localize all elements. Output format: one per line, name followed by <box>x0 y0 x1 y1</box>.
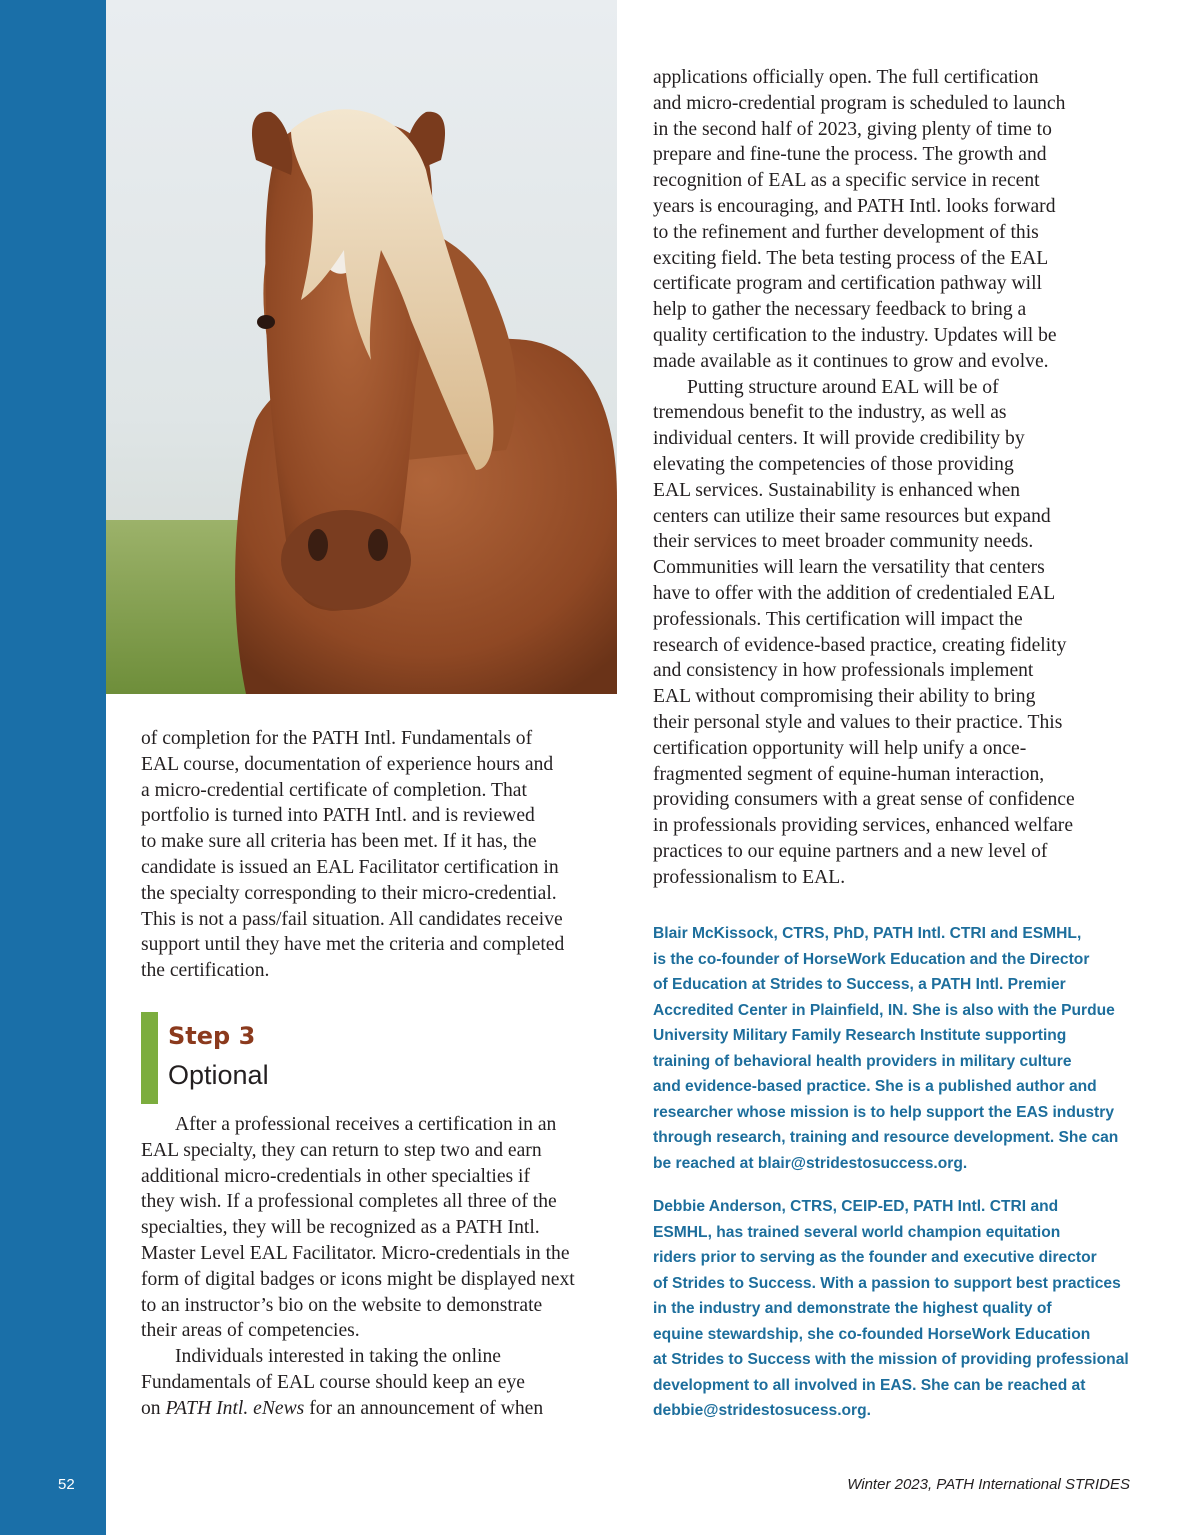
text-line: EAL course, documentation of experience hours and <box>141 753 554 775</box>
text-line: This is not a pass/fail situation. All candidates receive <box>141 908 563 930</box>
text-line: in professionals providing services, enhanced welfare <box>653 815 1074 837</box>
bio-line: is the co-founder of HorseWork Education and the Director <box>653 950 1090 968</box>
left-column-bottom <box>141 1112 621 1422</box>
bio-line: equine stewardship, she co-founded HorseWork Education <box>653 1325 1091 1343</box>
text-line: research of evidence-based practice, creating fidelity <box>653 634 1067 656</box>
text-line: Putting structure around EAL will be of <box>687 376 999 398</box>
author-bio-mckissock <box>653 921 1143 1176</box>
text-line: elevating the competencies of those providing <box>653 453 1014 475</box>
text-line: After a professional receives a certification in an <box>175 1114 557 1135</box>
text-line: the specialty corresponding to their micro-credential. <box>141 882 557 904</box>
bio-line: Debbie Anderson, CTRS, CEIP-ED, PATH Intl. CTRI and <box>653 1198 1059 1215</box>
text-line: EAL specialty, they can return to step two and earn <box>141 1139 542 1161</box>
text-line-suffix: for an announcement of when <box>304 1397 544 1419</box>
text-line: individual centers. It will provide credibility by <box>653 428 1025 450</box>
right-paragraph-structure <box>653 375 1133 891</box>
step3-paragraph <box>141 1112 621 1344</box>
text-line: their services to meet broader community needs. <box>653 531 1034 553</box>
step-subtitle: Optional <box>168 1060 269 1090</box>
text-line: providing consumers with a great sense of confidence <box>653 789 1075 811</box>
text-line: their areas of competencies. <box>141 1320 360 1342</box>
right-paragraph-continued <box>653 65 1133 375</box>
text-line: and micro-credential program is scheduled to launch <box>653 92 1066 114</box>
horse-illustration <box>106 0 617 694</box>
bio-line: ESMHL, has trained several world champion equitation <box>653 1223 1061 1241</box>
text-line: EAL without compromising their ability to bring <box>653 686 1036 708</box>
text-line: EAL services. Sustainability is enhanced when <box>653 479 1021 501</box>
page-number: 52 <box>58 1476 75 1493</box>
bio-line: Blair McKissock, CTRS, PhD, PATH Intl. CTRI and ESMHL, <box>653 925 1082 942</box>
text-line: in the second half of 2023, giving plenty of time to <box>653 118 1052 140</box>
text-line: form of digital badges or icons might be displayed next <box>141 1268 575 1290</box>
page-side-bar <box>0 0 106 1535</box>
bio-line: training of behavioral health providers in military culture <box>653 1052 1072 1070</box>
text-line: practices to our equine partners and a new level of <box>653 840 1048 862</box>
bio-line: riders prior to serving as the founder and executive director <box>653 1249 1097 1266</box>
text-line: Communities will learn the versatility that centers <box>653 557 1045 579</box>
horse-photo <box>106 0 617 694</box>
enews-title: PATH Intl. eNews <box>165 1397 305 1419</box>
right-column <box>653 65 1133 891</box>
text-line: tremendous benefit to the industry, as well as <box>653 402 1007 424</box>
text-line: Fundamentals of EAL course should keep an eye <box>141 1371 525 1393</box>
text-line: to the refinement and further development of this <box>653 221 1039 243</box>
text-line: their personal style and values to their practice. This <box>653 711 1063 733</box>
text-line: the certification. <box>141 960 270 982</box>
text-line: prepare and fine-tune the process. The growth and <box>653 144 1047 166</box>
text-line: specialties, they will be recognized as a PATH Intl. <box>141 1217 540 1239</box>
bio-line: development to all involved in EAS. She can be reached at <box>653 1376 1086 1394</box>
bio-line: of Strides to Success. With a passion to support best practices <box>653 1274 1121 1292</box>
text-line: certification opportunity will help unify a once- <box>653 737 1027 759</box>
text-line: candidate is issued an EAL Facilitator certification in <box>141 856 559 878</box>
text-line: they wish. If a professional completes all three of the <box>141 1191 557 1213</box>
text-line: professionalism to EAL. <box>653 866 846 888</box>
left-column-top <box>141 726 621 984</box>
step-3-heading <box>141 1012 441 1104</box>
page-footer: Winter 2023, PATH International STRIDES <box>847 1476 1130 1493</box>
text-line: of completion for the PATH Intl. Fundamentals of <box>141 728 533 749</box>
text-line: made available as it continues to grow and evolve. <box>653 350 1049 372</box>
bio-line: Accredited Center in Plainfield, IN. She is also with the Purdue <box>653 1001 1115 1019</box>
text-line: years is encouraging, and PATH Intl. looks forward <box>653 195 1056 217</box>
bio-line: debbie@stridestosucess.org. <box>653 1402 871 1419</box>
text-line: support until they have met the criteria and completed <box>141 934 565 956</box>
text-line-prefix: on <box>141 1397 166 1419</box>
bio-line: at Strides to Success with the mission of providing professional <box>653 1351 1129 1368</box>
text-line: additional micro-credentials in other specialties if <box>141 1165 531 1187</box>
text-line: have to offer with the addition of credentialed EAL <box>653 582 1056 604</box>
text-line: certificate program and certification pathway will <box>653 273 1042 295</box>
bio-line: and evidence-based practice. She is a published author and <box>653 1078 1097 1095</box>
text-line: to an instructor’s bio on the website to demonstrate <box>141 1294 543 1316</box>
text-line: centers can utilize their same resources but expand <box>653 505 1051 527</box>
text-line: recognition of EAL as a specific service in recent <box>653 170 1040 192</box>
step-accent-bar <box>141 1012 158 1104</box>
step-title: Step 3 <box>168 1022 256 1050</box>
text-line: exciting field. The beta testing process of the EAL <box>653 247 1049 269</box>
text-line: Individuals interested in taking the online <box>175 1346 501 1368</box>
text-line: a micro-credential certificate of completion. That <box>141 779 527 801</box>
left-paragraph-continued <box>141 726 621 984</box>
enews-paragraph <box>141 1344 621 1421</box>
text-line: quality certification to the industry. Updates will be <box>653 324 1057 346</box>
bio-line: University Military Family Research Institute supporting <box>653 1027 1067 1044</box>
bio-line: be reached at blair@stridestosuccess.org. <box>653 1154 968 1172</box>
text-line: applications officially open. The full certification <box>653 67 1039 88</box>
text-line: and consistency in how professionals implement <box>653 660 1034 682</box>
bio-line: in the industry and demonstrate the highest quality of <box>653 1300 1052 1317</box>
bio-line: researcher whose mission is to help support the EAS industry <box>653 1103 1114 1121</box>
text-line: portfolio is turned into PATH Intl. and is reviewed <box>141 805 535 827</box>
bio-line: of Education at Strides to Success, a PATH Intl. Premier <box>653 976 1066 993</box>
text-line: to make sure all criteria has been met. If it has, the <box>141 831 537 853</box>
author-bio-anderson <box>653 1194 1143 1424</box>
text-line: professionals. This certification will impact the <box>653 608 1023 630</box>
bio-line: through research, training and resource development. She can <box>653 1129 1119 1146</box>
text-line: help to gather the necessary feedback to bring a <box>653 299 1027 321</box>
text-line: Master Level EAL Facilitator. Micro-credentials in the <box>141 1242 570 1264</box>
text-line: fragmented segment of equine-human interaction, <box>653 763 1045 785</box>
